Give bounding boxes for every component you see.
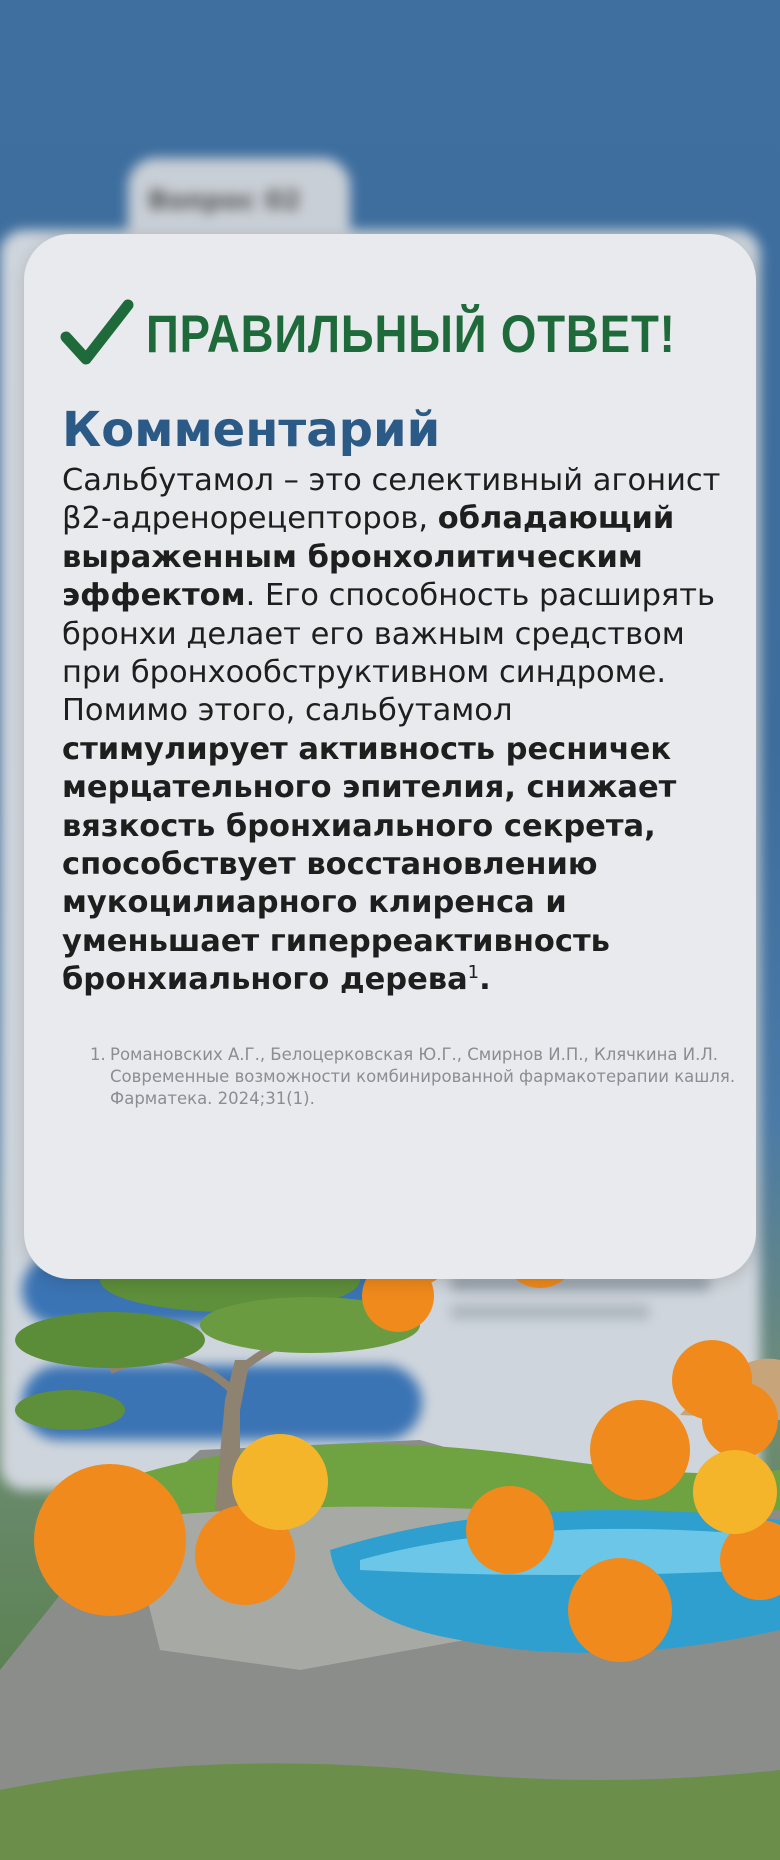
comment-text-bold: обладающий выраженным бронхолитическим эффектом bbox=[62, 501, 675, 614]
comment-heading: Комментарий bbox=[62, 402, 441, 458]
question-tab-label: Вопрос 02 bbox=[148, 186, 301, 216]
correct-answer-banner bbox=[60, 294, 762, 374]
correct-answer-title: ПРАВИЛЬНЫЙ ОТВЕТ! bbox=[146, 304, 676, 364]
check-icon bbox=[60, 299, 134, 369]
reference-text: Романовских А.Г., Белоцерковская Ю.Г., Смирнов И.П., Клячкина И.Л. Современные возможности комбинированной фармакотерапии кашля. Фарматека. 2024;31(1). bbox=[110, 1045, 736, 1108]
comment-text-bold: . bbox=[479, 962, 491, 998]
references-list bbox=[64, 1044, 744, 1110]
island-scenery-illustration bbox=[0, 1250, 780, 1860]
reference-number: 1. bbox=[90, 1045, 106, 1064]
answer-result-card bbox=[24, 234, 756, 1279]
reference-item bbox=[64, 1044, 744, 1110]
comment-text: . Его способность расширять бронхи делает его важным средством при бронхообструктивном синдроме. Помимо этого, сальбутамол bbox=[62, 578, 716, 729]
footnote-marker: 1 bbox=[467, 962, 480, 984]
comment-text-bold: стимулирует активность ресничек мерцательного эпителия, снижает вязкость бронхиального секрета, способствует восстановлению мукоцилиарного клиренса и уменьшает гиперреактивность бронхиального дерева bbox=[62, 731, 677, 998]
comment-text: Сальбутамол – это селективный агонист β2-адренорецепторов, bbox=[62, 463, 721, 537]
comment-body bbox=[62, 462, 732, 1000]
